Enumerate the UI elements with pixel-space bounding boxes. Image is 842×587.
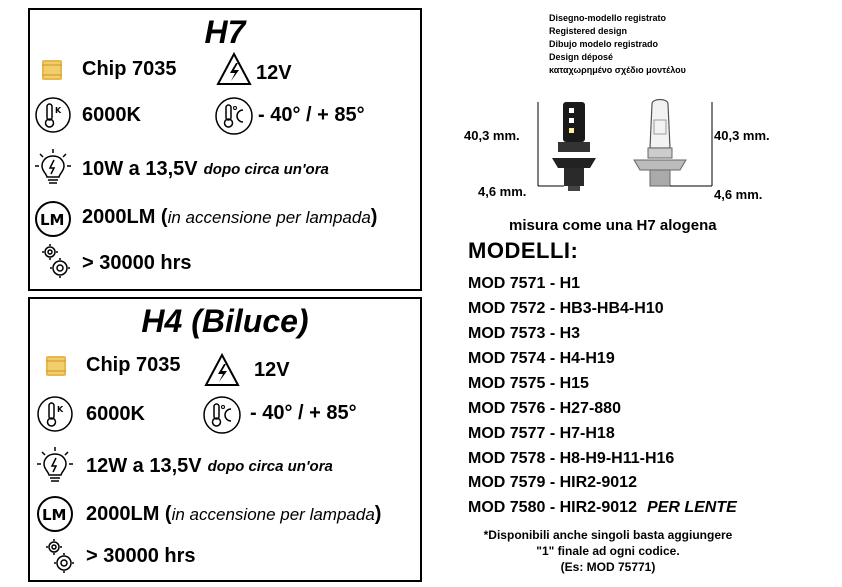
h4-title: H4 (Biluce) bbox=[141, 303, 309, 339]
lumen-icon bbox=[34, 200, 72, 238]
h7-power-note: dopo circa un'ora bbox=[203, 161, 329, 178]
h4-power bbox=[86, 455, 333, 478]
model-item: MOD 7578 - H8-H9-H11-H16 bbox=[468, 450, 675, 467]
h7-lumen-close: ) bbox=[370, 206, 378, 228]
size-caption: misura come una H7 alogena bbox=[509, 217, 717, 234]
height-left-measurement: 40,3 mm. bbox=[464, 128, 520, 143]
footnote-line: *Disponibili anche singoli basta aggiungere bbox=[483, 528, 733, 542]
models-title: MODELLI: bbox=[468, 238, 579, 263]
h7-life: > 30000 hrs bbox=[82, 252, 192, 274]
gear-life-icon bbox=[42, 537, 76, 575]
model-extra-note: PER LENTE bbox=[646, 499, 737, 516]
footnote-line: "1" finale ad ogni codice. bbox=[536, 544, 680, 558]
base-right-measurement: 4,6 mm. bbox=[714, 187, 763, 202]
halogen-bulb-illustration bbox=[632, 98, 722, 198]
registered-design-line: Dibujo modelo registrado bbox=[549, 39, 659, 49]
h7-lumen-main: 2000LM ( bbox=[82, 206, 168, 228]
svg-text:K: K bbox=[55, 106, 62, 115]
power-bulb-icon bbox=[34, 148, 72, 188]
h7-lumen bbox=[82, 206, 377, 229]
h4-temp-range: - 40° / + 85° bbox=[250, 402, 357, 424]
model-item: MOD 7576 - H27-880 bbox=[468, 400, 621, 417]
model-item: MOD 7579 - HIR2-9012 bbox=[468, 474, 637, 491]
svg-text:K: K bbox=[57, 405, 64, 414]
model-item: MOD 7573 - H3 bbox=[468, 325, 581, 342]
voltage-warning-icon bbox=[204, 353, 240, 387]
h4-power-main: 12W a 13,5V bbox=[86, 455, 202, 477]
h7-lumen-note: in accensione per lampada bbox=[167, 207, 371, 227]
h4-color-temp: 6000K bbox=[86, 403, 145, 425]
registered-design-line: Design déposé bbox=[549, 52, 614, 62]
voltage-warning-icon bbox=[216, 52, 252, 86]
thermometer-k-icon bbox=[34, 96, 72, 134]
gear-life-icon bbox=[38, 242, 72, 280]
svg-text:LM: LM bbox=[42, 506, 67, 524]
model-item: MOD 7574 - H4-H19 bbox=[468, 350, 615, 367]
registered-design-line: Registered design bbox=[549, 26, 628, 36]
registered-design-line: Disegno-modello registrato bbox=[549, 13, 667, 23]
h4-spec-box bbox=[28, 297, 422, 582]
chip-icon bbox=[40, 58, 64, 82]
model-item: MOD 7572 - HB3-HB4-H10 bbox=[468, 300, 664, 317]
h4-voltage: 12V bbox=[254, 359, 290, 381]
lumen-icon bbox=[36, 495, 74, 533]
footnote-line: (Es: MOD 75771) bbox=[560, 560, 656, 574]
registered-design-line: καταχωρημένο σχέδιο μοντέλου bbox=[549, 65, 686, 75]
h4-power-note: dopo circa un'ora bbox=[207, 458, 333, 475]
h4-chip-label: Chip 7035 bbox=[86, 354, 181, 376]
model-item: MOD 7580 - HIR2-9012 PER LENTE bbox=[468, 499, 737, 516]
h4-life: > 30000 hrs bbox=[86, 545, 196, 567]
h7-chip-label: Chip 7035 bbox=[82, 58, 177, 80]
model-item: MOD 7571 - H1 bbox=[468, 275, 581, 292]
height-right-measurement: 40,3 mm. bbox=[714, 128, 770, 143]
thermometer-k-icon bbox=[36, 395, 74, 433]
svg-text:LM: LM bbox=[40, 211, 65, 229]
h4-lumen-main: 2000LM ( bbox=[86, 503, 172, 525]
base-left-measurement: 4,6 mm. bbox=[478, 184, 527, 199]
h7-title: H7 bbox=[204, 14, 246, 50]
temperature-range-icon bbox=[214, 96, 254, 136]
h7-color-temp: 6000K bbox=[82, 104, 141, 126]
model-item: MOD 7575 - H15 bbox=[468, 375, 589, 392]
h4-lumen bbox=[86, 503, 381, 526]
chip-icon bbox=[44, 354, 68, 378]
h7-spec-box bbox=[28, 8, 422, 291]
h7-voltage: 12V bbox=[256, 62, 292, 84]
h4-lumen-close: ) bbox=[374, 503, 382, 525]
h4-lumen-note: in accensione per lampada bbox=[171, 504, 375, 524]
h7-power bbox=[82, 158, 329, 181]
h7-temp-range: - 40° / + 85° bbox=[258, 104, 365, 126]
h7-power-main: 10W a 13,5V bbox=[82, 158, 198, 180]
model-item: MOD 7577 - H7-H18 bbox=[468, 425, 615, 442]
power-bulb-icon bbox=[36, 446, 74, 486]
led-bulb-illustration bbox=[530, 98, 610, 198]
temperature-range-icon bbox=[202, 395, 242, 435]
